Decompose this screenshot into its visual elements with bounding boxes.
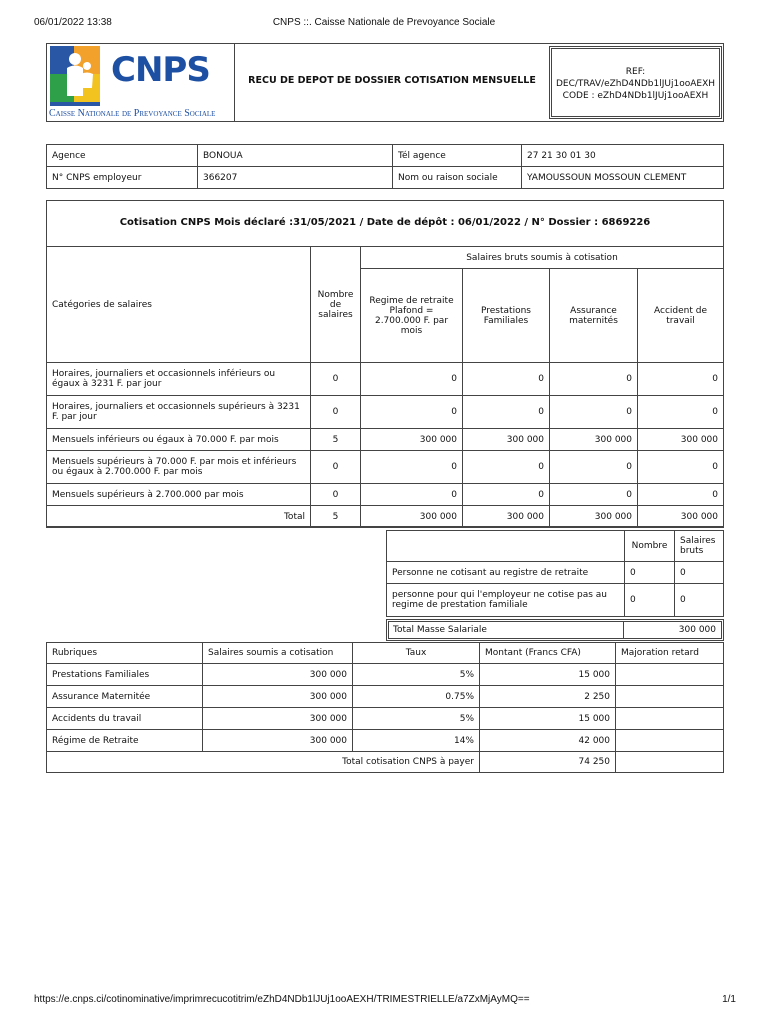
rub-row-majoration xyxy=(616,730,724,752)
row-prestations: 0 xyxy=(463,363,550,396)
rub-row-montant: 42 000 xyxy=(480,730,616,752)
rub-col-taux: Taux xyxy=(353,643,480,664)
table-row xyxy=(47,429,724,451)
rub-row-taux: 5% xyxy=(353,664,480,686)
table-row xyxy=(47,708,724,730)
row-retraite: 0 xyxy=(361,363,463,396)
rub-row-montant: 15 000 xyxy=(480,664,616,686)
rub-row-salaires: 300 000 xyxy=(203,708,353,730)
row-label: Horaires, journaliers et occasionnels supérieurs à 3231 F. par jour xyxy=(47,396,311,429)
print-datetime: 06/01/2022 13:38 xyxy=(34,17,112,28)
table-row xyxy=(47,686,724,708)
row-nombre: 0 xyxy=(311,363,361,396)
raison-sociale-value: YAMOUSSOUN MOSSOUN CLEMENT xyxy=(522,167,724,189)
row-accident: 0 xyxy=(638,451,724,484)
total-row xyxy=(47,506,724,528)
rub-row-label: Accidents du travail xyxy=(47,708,203,730)
persons-col-salaires: Salaires bruts xyxy=(675,531,724,562)
reference-box xyxy=(549,46,722,119)
code-line: CODE : eZhD4NDb1lJUj1ooAEXH xyxy=(562,91,709,101)
persons-row-salaires: 0 xyxy=(675,584,724,617)
row-retraite: 300 000 xyxy=(361,429,463,451)
masse-value: 300 000 xyxy=(678,625,716,635)
receipt-title: RECU DE DEPOT DE DOSSIER COTISATION MENSUELLE xyxy=(248,75,536,86)
rub-row-taux: 5% xyxy=(353,708,480,730)
cnps-number-value: 366207 xyxy=(198,167,393,189)
table-row xyxy=(47,730,724,752)
rub-total-value: 74 250 xyxy=(480,752,616,773)
row-prestations: 0 xyxy=(463,451,550,484)
row-accident: 300 000 xyxy=(638,429,724,451)
logo-subtitle: Caisse Nationale de Prevoyance Sociale xyxy=(49,108,216,119)
raison-sociale-label: Nom ou raison sociale xyxy=(393,167,522,189)
rub-row-majoration xyxy=(616,664,724,686)
table-row xyxy=(47,451,724,484)
row-label: Horaires, journaliers et occasionnels inférieurs ou égaux à 3231 F. par jour xyxy=(47,363,311,396)
rub-row-label: Assurance Maternitée xyxy=(47,686,203,708)
print-url[interactable]: https://e.cnps.ci/cotinominative/imprimrecucotitrim/eZhD4NDb1lJUj1ooAEXH/TRIMESTRIELLE/a7ZxMjAyMQ== xyxy=(34,994,530,1005)
ref-label: REF: xyxy=(625,67,646,77)
row-nombre: 0 xyxy=(311,484,361,506)
col-categories: Catégories de salaires xyxy=(47,247,311,363)
table-row xyxy=(387,562,724,584)
col-retraite: Regime de retraite Plafond = 2.700.000 F. par mois xyxy=(361,269,463,363)
persons-table xyxy=(386,530,724,617)
rub-row-label: Régime de Retraite xyxy=(47,730,203,752)
row-assurance: 0 xyxy=(550,363,638,396)
rub-col-rubriques: Rubriques xyxy=(47,643,203,664)
total-accident: 300 000 xyxy=(638,506,724,528)
agence-label: Agence xyxy=(47,145,198,167)
cnps-logo xyxy=(47,44,234,121)
row-accident: 0 xyxy=(638,396,724,429)
row-assurance: 0 xyxy=(550,396,638,429)
rub-row-taux: 0.75% xyxy=(353,686,480,708)
tel-value: 27 21 30 01 30 xyxy=(522,145,724,167)
total-masse-salariale xyxy=(386,619,724,641)
persons-row-label: Personne ne cotisant au registre de retraite xyxy=(387,562,625,584)
row-assurance: 0 xyxy=(550,451,638,484)
total-label: Total xyxy=(47,506,311,528)
ref-value: DEC/TRAV/eZhD4NDb1lJUj1ooAEXH xyxy=(555,79,715,89)
rub-total-label: Total cotisation CNPS à payer xyxy=(47,752,480,773)
tel-label: Tél agence xyxy=(393,145,522,167)
col-nombre: Nombre de salaires xyxy=(311,247,361,363)
rub-row-label: Prestations Familiales xyxy=(47,664,203,686)
row-label: Mensuels supérieurs à 2.700.000 par mois xyxy=(47,484,311,506)
cnps-number-label: N° CNPS employeur xyxy=(47,167,198,189)
row-accident: 0 xyxy=(638,484,724,506)
rub-row-montant: 15 000 xyxy=(480,708,616,730)
row-retraite: 0 xyxy=(361,484,463,506)
col-group-salaires: Salaires bruts soumis à cotisation xyxy=(361,247,724,269)
persons-row-label: personne pour qui l'employeur ne cotise pas au regime de prestation familiale xyxy=(387,584,625,617)
row-label: Mensuels inférieurs ou égaux à 70.000 F. par mois xyxy=(47,429,311,451)
rub-row-taux: 14% xyxy=(353,730,480,752)
rub-row-salaires: 300 000 xyxy=(203,686,353,708)
row-prestations: 0 xyxy=(463,396,550,429)
print-page-count: 1/1 xyxy=(722,994,736,1005)
persons-col-nombre: Nombre xyxy=(625,531,675,562)
rub-col-montant: Montant (Francs CFA) xyxy=(480,643,616,664)
col-assurance: Assurance maternités xyxy=(550,269,638,363)
persons-row-nombre: 0 xyxy=(625,584,675,617)
persons-row-nombre: 0 xyxy=(625,562,675,584)
row-retraite: 0 xyxy=(361,396,463,429)
masse-divider xyxy=(623,622,624,638)
row-prestations: 0 xyxy=(463,484,550,506)
total-prestations: 300 000 xyxy=(463,506,550,528)
masse-label: Total Masse Salariale xyxy=(393,625,487,635)
table-row xyxy=(387,584,724,617)
rub-row-montant: 2 250 xyxy=(480,686,616,708)
row-assurance: 0 xyxy=(550,484,638,506)
row-retraite: 0 xyxy=(361,451,463,484)
cotisation-table xyxy=(46,246,724,528)
table-row xyxy=(47,396,724,429)
table-row xyxy=(47,484,724,506)
row-accident: 0 xyxy=(638,363,724,396)
row-nombre: 0 xyxy=(311,451,361,484)
rubriques-table xyxy=(46,642,724,773)
employer-info-table xyxy=(46,144,724,189)
header-divider xyxy=(234,44,235,121)
rub-row-salaires: 300 000 xyxy=(203,730,353,752)
total-row xyxy=(47,752,724,773)
row-assurance: 300 000 xyxy=(550,429,638,451)
row-label: Mensuels supérieurs à 70.000 F. par mois et inférieurs ou égaux à 2.700.000 F. par mois xyxy=(47,451,311,484)
table-row xyxy=(47,363,724,396)
table-row xyxy=(47,664,724,686)
rub-col-salaires: Salaires soumis a cotisation xyxy=(203,643,353,664)
print-page-title: CNPS ::. Caisse Nationale de Prevoyance Sociale xyxy=(272,17,496,28)
logo-text: CNPS xyxy=(111,50,210,90)
row-prestations: 300 000 xyxy=(463,429,550,451)
col-accident: Accident de travail xyxy=(638,269,724,363)
total-nombre: 5 xyxy=(311,506,361,528)
rub-row-majoration xyxy=(616,686,724,708)
rub-col-majoration: Majoration retard xyxy=(616,643,724,664)
agence-value: BONOUA xyxy=(198,145,393,167)
col-prestations: Prestations Familiales xyxy=(463,269,550,363)
total-assurance: 300 000 xyxy=(550,506,638,528)
row-nombre: 5 xyxy=(311,429,361,451)
total-retraite: 300 000 xyxy=(361,506,463,528)
rub-row-majoration xyxy=(616,708,724,730)
row-nombre: 0 xyxy=(311,396,361,429)
cotisation-title: Cotisation CNPS Mois déclaré :31/05/2021 / Date de dépôt : 06/01/2022 / N° Dossier : 6869226 xyxy=(119,217,651,228)
rub-row-salaires: 300 000 xyxy=(203,664,353,686)
persons-row-salaires: 0 xyxy=(675,562,724,584)
